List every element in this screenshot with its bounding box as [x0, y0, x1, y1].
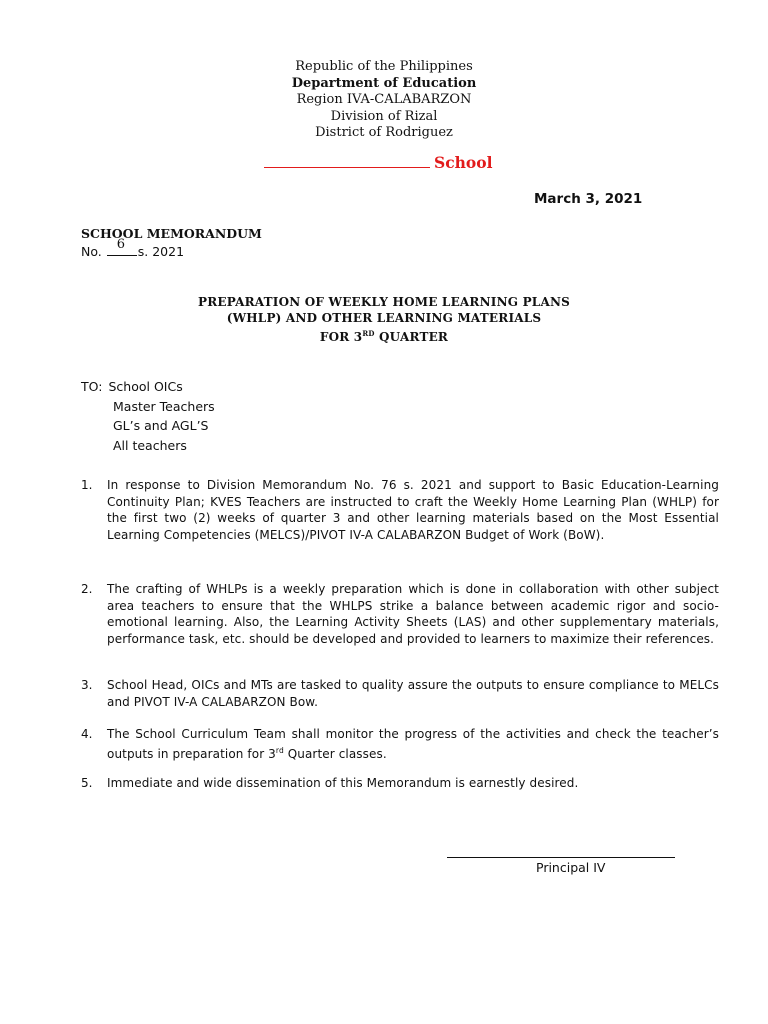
memo-no-suffix: s. 2021 [137, 244, 185, 259]
subject-line-2: (WHLP) AND OTHER LEARNING MATERIALS [226, 311, 542, 325]
recipients-block [81, 377, 215, 455]
recipient-item: All teachers [113, 437, 187, 453]
memo-number-blank [107, 237, 137, 256]
paragraph-3 [81, 677, 719, 710]
school-name-blank [264, 153, 430, 168]
paragraph-1 [81, 477, 719, 543]
to-label: TO: [81, 379, 103, 394]
paragraph-number: 4. [81, 727, 93, 741]
memo-number: 6 [116, 237, 126, 252]
paragraph-4 [81, 726, 719, 762]
department-line: Department of Education [291, 75, 477, 91]
recipient-item: Master Teachers [113, 398, 215, 414]
republic-line: Republic of the Philippines [295, 59, 473, 74]
paragraph-number: 5. [81, 776, 93, 790]
school-name-line [264, 153, 492, 172]
paragraph-text [107, 726, 719, 762]
memo-date: March 3, 2021 [534, 191, 643, 207]
paragraph-5 [81, 775, 719, 792]
paragraph-text: Immediate and wide dissemination of this Memorandum is earnestly desired. [107, 776, 579, 790]
memo-title: SCHOOL MEMORANDUM [81, 226, 262, 241]
division-line: Division of Rizal [330, 108, 438, 124]
subject-line-3-post: QUARTER [374, 330, 449, 344]
paragraph-number: 3. [81, 678, 93, 692]
memo-number-line [81, 237, 185, 259]
recipient-row [81, 377, 215, 397]
paragraph-number: 2. [81, 582, 93, 596]
subject-line-1: PREPARATION OF WEEKLY HOME LEARNING PLANS [198, 295, 570, 309]
recipient-item: School OICs [108, 379, 183, 394]
paragraph-text-post: Quarter classes. [283, 746, 387, 761]
district-line: District of Rodriguez [315, 125, 453, 140]
paragraph-2 [81, 581, 719, 647]
memo-subject [0, 294, 768, 345]
paragraph-text: School Head, OICs and MTs are tasked to quality assure the outputs to ensure compliance to MELCs and PIVOT IV-A CALABARZON Bow. [107, 678, 719, 709]
subject-line-3-pre: FOR 3 [319, 330, 363, 344]
paragraph-number: 1. [81, 478, 93, 492]
recipient-item: GL’s and AGL’S [113, 418, 209, 433]
paragraph-text-pre: The School Curriculum Team shall monitor the progress of the activities and check the teacher’s outputs in preparation for 3 [107, 727, 719, 761]
school-label: School [434, 153, 493, 172]
paragraph-text-sup: rd [275, 745, 284, 755]
letterhead [0, 59, 768, 142]
subject-line-3-sup: RD [362, 329, 375, 338]
paragraph-text: In response to Division Memorandum No. 76 s. 2021 and support to Basic Education-Learning Continuity Plan; KVES Teachers are instructed to craft the Weekly Home Learning Plan (WHLP) for the first two (2) weeks of quarter 3 and other learning materials based on the Most Essential Learning Competencies (MELCS)/PIVOT IV-A CALABARZON Budget of Work (BoW). [107, 478, 719, 542]
region-line: Region IVA-CALABARZON [296, 92, 472, 107]
signature-line [447, 857, 675, 858]
paragraph-text: The crafting of WHLPs is a weekly preparation which is done in collaboration with other subject area teachers to ensure that the WHLPS strike a balance between academic rigor and socio-emotional learning. Also, the Learning Activity Sheets (LAS) and other supplementary materials, performance task, etc. should be developed and provided to learners to maximize their references. [107, 582, 719, 646]
signatory-title: Principal IV [536, 860, 606, 875]
memo-no-prefix: No. [81, 244, 102, 259]
subject-line-3 [0, 326, 768, 345]
